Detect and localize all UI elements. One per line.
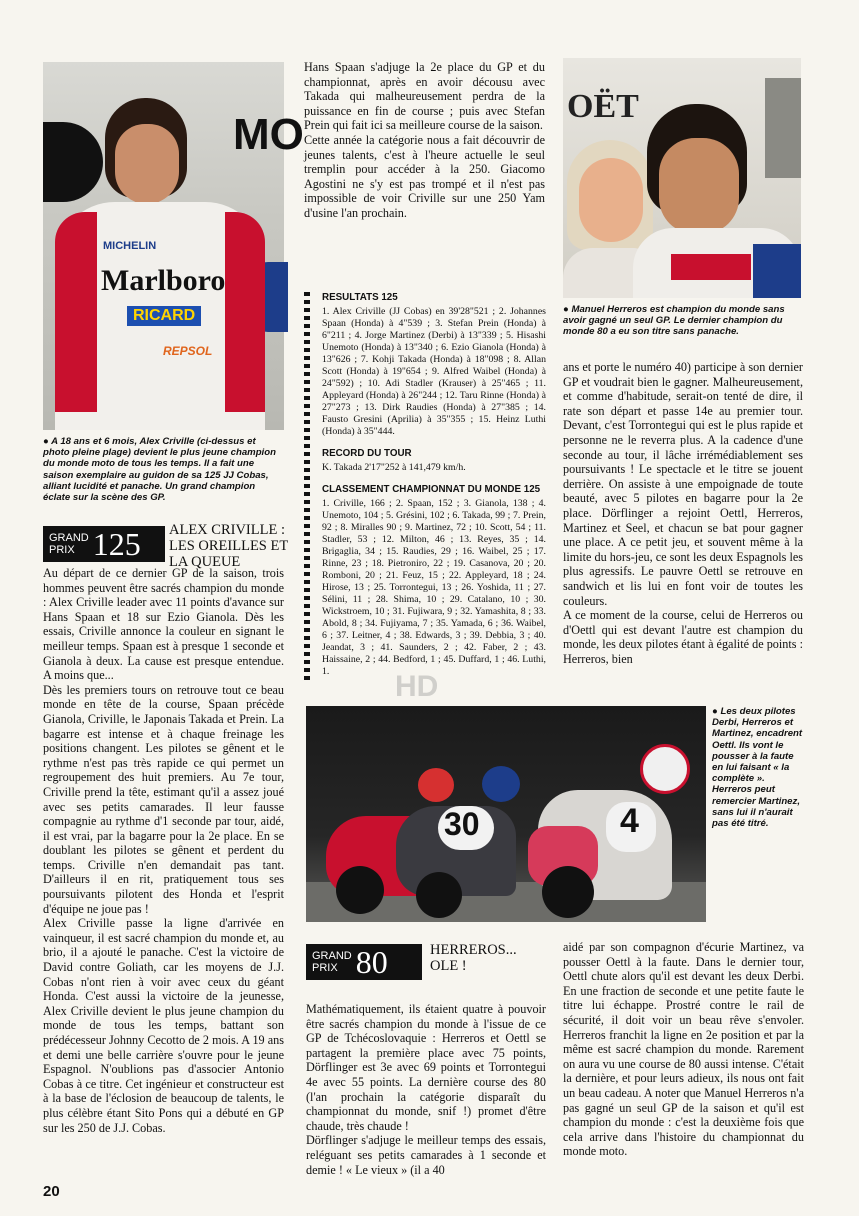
grand-prix-125-badge: GRAND PRIX 125 [43, 526, 165, 562]
suit-sponsor-ricard: RICARD [127, 306, 201, 326]
results-box [322, 292, 546, 678]
suit-sponsor-repsol: REPSOL [163, 344, 213, 358]
paragraph: Cette année la catégorie nous a fait découvrir de jeunes talents, c'est à l'heure actuelle le seul tremplin pour accéder à la 250. Giacomo Agostini ne s'y est pas trompé et il n'est pas impossible de voir Criville sur une 250 Yam d'usine l'an prochain. [304, 132, 545, 220]
record-title: RECORD DU TOUR [322, 448, 412, 459]
criville-portrait-photo [43, 62, 304, 430]
race-caption: ● Les deux pilotes Derbi, Herreros et Martinez, encadrent Oettl. Ils vont le pousser à la faute en lui faisant « la complète ». Herreros peut remercier Martinez, sans lui il n'aurait pas été titré. [712, 706, 803, 830]
suit-sponsor-michelin: MICHELIN [103, 240, 157, 252]
sponsor-banner-text: MO [233, 110, 304, 159]
paragraph: Au départ de ce dernier GP de la saison, trois hommes peuvent être sacrés champion du monde : Alex Criville leader avec 11 points d'avance sur Hans Spaan et 18 sur Ezio Gianola. Dès les essais, Criville annonce la couleur en signant le meilleur temps. Spaan est à presque 1 seconde et Gianola à deux. La cause est presque entendue. A moins que... [43, 566, 284, 683]
paragraph: A ce moment de la course, celui de Herreros ou d'Oettl qui est devant l'autre est champion du monde, les deux pilotes étant à égalité de points : Herreros, bien [563, 608, 803, 666]
paragraph: Hans Spaan s'adjuge la 2e place du GP et du championnat, après en avoir décousu avec Takada qui malheureusement perdra de la puissance en fin de course ; puis avec Stefan Prein qui fait ici sa meilleure course de la saison. [304, 60, 545, 133]
race-bikes-photo [306, 706, 706, 922]
results-text: 1. Alex Criville (JJ Cobas) en 39'28"521 ; 2. Johannes Spaan (Honda) à 4"539 ; 3. Stefan Prein (Honda) à 6"211 ; 4. Jorge Martinez (Derbi) à 13"339 ; 5. Hisashi Unemoto (Honda) à 13"340 ; 6. Ezio Gianola (Honda) à 13"626 ; 7. Kohji Takada (Honda) à 18"098 ; 8. Allan Scott (Honda) à 19"654 ; 9. Alfred Waibel (Honda) à 24"592) ; 10. Adi Stadler (Krauser) à 25"465 ; 11. Appleyard (Honda) à 26"244 ; 12. Taru Rinne (Honda) à 27"273 ; 13. Dirk Raudies (Honda) à 27"385 ; 14. Fausto Gresini (Aprilia) à 35"355 ; 15. Heinz Luthi (Honda) à 35"444. [322, 306, 546, 437]
article-column-3-bottom [563, 940, 804, 1159]
paragraph: aidé par son compagnon d'écurie Martinez, va pousser Oettl à la faute. Dans le dernier tour, Oettl chute alors qu'il est devant les deux Derbi. En une fraction de seconde et une petite faute le titre lui échappe. Prostré contre le rail de sécurité, il doit voir un beau rêve s'envoler. Herreros franchit la ligne en 2e position et par la même est sacré champion du monde. Rarement on aura vu une course de 80 aussi intense. C'était la dernière, et pour leurs adieux, ils nous ont fait un beau cadeau. A noter que Manuel Herreros n'a pas gagné un seul GP de la saison et qu'il est champion du monde : c'est la deuxième fois que cela arrive dans l'histoire du championnat du monde moto. [563, 940, 804, 1159]
herreros-champion-photo [563, 58, 801, 298]
sponsor-banner-text: OËT [567, 88, 639, 125]
paragraph: Mathématiquement, ils étaient quatre à pouvoir être sacrés champion du monde à l'issue de ce GP de Tchécoslovaquie : Herreros et Oettl se partagent la première place avec 75 points, Dörflinger est 3e avec 69 points et Torrontegui 4e avec 55 points. La dernière course des 80 (l'an prochain la catégorie disparaît du championnat du monde, snif !) promet d'être chaude, très chaude ! [306, 1002, 546, 1133]
record-text: K. Takada 2'17"252 à 141,479 km/h. [322, 462, 466, 473]
championship-title: CLASSEMENT CHAMPIONNAT DU MONDE 125 [322, 484, 541, 495]
results-title: RESULTATS 125 [322, 292, 398, 303]
checkered-flag-border [304, 292, 310, 680]
section-125-headline: ALEX CRIVILLE : LES OREILLES ET LA QUEUE [169, 522, 288, 570]
paragraph: Dès les premiers tours on retrouve tout ce beau monde en tête de la course, Spaan précède Gianola, Criville, le Japonais Takada et Prein. La bagarre est intense et à chaque freinage les positions changent. Les pilotes se gênent et le rythme n'est pas très rapide ce qui permet un regroupement des huit premiers. Au 7e tour, Criville prend la tête, estimant qu'il a assez joué avec ses petits camarades. Il leur fausse compagnie au rythme d'1 seconde par tour, aidé, il est vrai, par la bagarre pour la 2e place. En se doublant les pilotes se gênent et perdent du temps. Criville n'en demandait pas tant. D'ailleurs il en rit, pratiquement tous ses poursuivants pilotent des Honda et l'esprit d'équipe ne joue pas ! [43, 682, 284, 916]
criville-caption: ● A 18 ans et 6 mois, Alex Criville (ci-dessus et photo pleine plage) devient le plus jeune champion du monde moto de tous les temps. Il a fait une saison exemplaire au guidon de sa 125 JJ Cobas, alliant lucidité et panache. Un grand champion éclate sur la scène des GP. [43, 436, 276, 504]
paragraph: ans et porte le numéro 40) participe à son dernier GP et voudrait bien le gagner. Malheureusement, et comme d'habitude, serait-on tenté de dire, il rate son départ et passe 14e au premier tour. Devant, c'est Torrontegui qui est le plus rapide et personne ne le reverra plus. A la cadence d'une seconde au tour, il lâche irrémédiablement ses poursuivants ! Le spectacle et le titre se jouent derrière. On assiste à une empoignade de toute beauté, avec 5 pilotes en bagarre pour la 2e place. Dörflinger a rejoint Oettl, Herreros, Martinez et Seel, et chacun se bat pour gagner une place. A ce petit jeu, et souvent même à la limite du hors-jeu, ce sont les deux Espagnols les plus agressifs. Le pauvre Oettl se retrouve en sandwich et lis lui en font voir de toutes les couleurs. [563, 360, 803, 608]
article-column-2-bottom [306, 1002, 546, 1177]
bike-number-30: 30 [444, 806, 480, 842]
championship-text: 1. Criville, 166 ; 2. Spaan, 152 ; 3. Gianola, 138 ; 4. Unemoto, 104 ; 5. Grésini, 102 ; 6. Takada, 99 ; 7. Prein, 92 ; 8. Miralles 90 ; 9. Martinez, 72 ; 10. Scott, 54 ; 11. Stadler, 53 ; 12. Milton, 46 ; 13. Reyes, 35 ; 14. Brigaglia, 34 ; 15. Raudies, 29 ; 16. Waibel, 25 ; 17. Rinne, 23 ; 18. Pietroniro, 22 ; 19. Casanova, 20 ; 20. Romboni, 20 ; 21. Feuz, 15 ; 22. Appleyard, 18 ; 24. Hirose, 13 ; 25. Torrontegui, 13 ; 26. Yoshida, 11 ; 27. Sélini, 11 ; 28. Shima, 10 ; 29. Catalano, 10 ; 30. Wickstroem, 10 ; 31. Fujiwara, 9 ; 32. Yamashita, 8 ; 33. Abold, 8 ; 34. Fujiyama, 7 ; 35. Yamada, 6 ; 36. Waibel, 6 ; 37. Leitner, 4 ; 38. Edwards, 3 ; 39. Debbia, 3 ; 40. Jeandat, 3 ; 41. Saunders, 2 ; 42. Faber, 2 ; 43. Haissaine, 2 ; 44. Bedford, 1 ; 45. Duffard, 1 ; 46. Luthi, 1. [322, 498, 546, 677]
article-column-3-top [563, 360, 803, 666]
section-80-headline: HERREROS... OLE ! [430, 942, 517, 974]
bike-number-4: 4 [620, 802, 639, 840]
paragraph: Alex Criville passe la ligne d'arrivée en vainqueur, il est sacré champion du monde et, au brio, il a ajouté le panache. C'est la victoire de David contre Goliath, car les moyens de J.J. Cobas n'ont rien à voir avec ceux du géant Honda. C'est aussi la victoire de la jeunesse, Alex Criville devient le plus jeune champion du monde de tous les temps, battant son prédécesseur Johnny Cecotto de 2 mois. A 19 ans et demi une belle carrière s'ouvre pour le jeune Espagnol. N'oublions pas d'associer Antonio Cobas à ce titre. Cet ingénieur et constructeur est à la base de l'éclosion de beaucoup de talents, le plus célèbre étant Sito Pons qui a débuté en GP sur les 250 de J.J. Cobas. [43, 916, 284, 1135]
grand-prix-80-badge: GRAND PRIX 80 [306, 944, 422, 980]
suit-sponsor-marlboro: Marlboro [101, 264, 226, 297]
article-column-1 [43, 566, 284, 1135]
page-number: 20 [43, 1183, 60, 1200]
article-column-2-top [304, 60, 545, 221]
paragraph: Dörflinger s'adjuge le meilleur temps des essais, reléguant ses petits camarades à 1 seconde et demie ! « Le vieux » (il a 40 [306, 1133, 546, 1177]
herreros-caption: ● Manuel Herreros est champion du monde sans avoir gagné un seul GP. Le dernier champion du monde 80 a eu son titre sans panache. [563, 304, 785, 338]
watermark: HD [395, 670, 439, 703]
